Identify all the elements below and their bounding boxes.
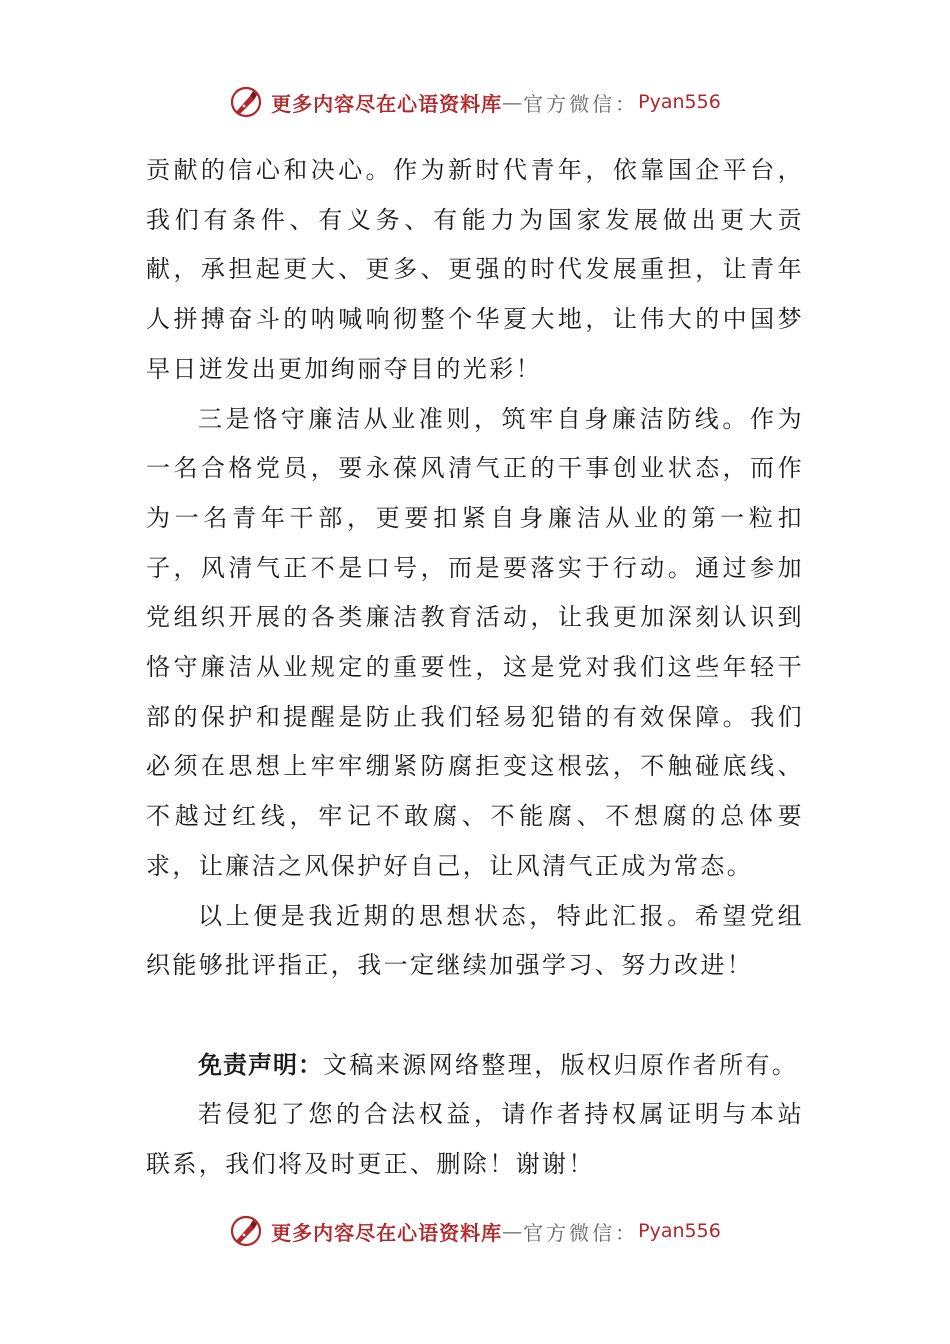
footer-banner: [0, 1211, 950, 1251]
paragraph-1: 贡献的信心和决心。作为新时代青年，依靠国企平台，我们有条件、有义务、有能力为国家发展做出更大贡献，承担起更大、更多、更强的时代发展重担，让青年人拼搏奋斗的呐喊响彻整个华夏大地，让伟大的中国梦早日迸发出更加绚丽夺目的光彩！: [146, 156, 804, 383]
footer-wechat-id: Pyan556: [638, 1220, 721, 1242]
disclaimer-text-1: 文稿来源网络整理，版权归原作者所有。: [323, 1050, 799, 1079]
disclaimer-title: 免责声明：: [198, 1050, 323, 1079]
footer-separator: —: [502, 1219, 524, 1243]
banner-wechat-id: Pyan556: [638, 91, 721, 113]
disclaimer-line-2: 若侵犯了您的合法权益，请作者持权属证明与本站联系，我们将及时更正、删除！谢谢！: [146, 1100, 804, 1179]
paragraph-2: 三是恪守廉洁从业准则，筑牢自身廉洁防线。作为一名合格党员，要永葆风清气正的干事创业状态，而作为一名青年干部，更要扣紧自身廉洁从业的第一粒扣子，风清气正不是口号，而是要落实于行动。通过参加党组织开展的各类廉洁教育活动，让我更加深刻认识到恪守廉洁从业规定的重要性，这是党对我们这些年轻干部的保护和提醒是防止我们轻易犯错的有效保障。我们必须在思想上牢牢绷紧防腐拒变这根弦，不触碰底线、不越过红线，牢记不敢腐、不能腐、不想腐的总体要求，让廉洁之风保护好自己，让风清气正成为常态。: [146, 404, 804, 880]
document-body: [146, 146, 804, 1190]
footer-site-name: 更多内容尽在心语资料库: [271, 1220, 503, 1245]
disclaimer-line-1: [146, 1041, 804, 1091]
banner-separator: —: [502, 90, 524, 114]
paragraph-3: 以上便是我近期的思想状态，特此汇报。希望党组织能够批评指正，我一定继续加强学习、努力改进！: [146, 901, 804, 980]
banner-site-name: 更多内容尽在心语资料库: [271, 91, 503, 116]
banner-wechat-label: 官方微信：: [523, 91, 639, 116]
pen-nib-logo-icon: [229, 1214, 263, 1248]
blank-line: [146, 991, 804, 1041]
pen-nib-logo-icon: [229, 85, 263, 119]
footer-wechat-label: 官方微信：: [523, 1220, 639, 1245]
header-banner: [0, 82, 950, 122]
